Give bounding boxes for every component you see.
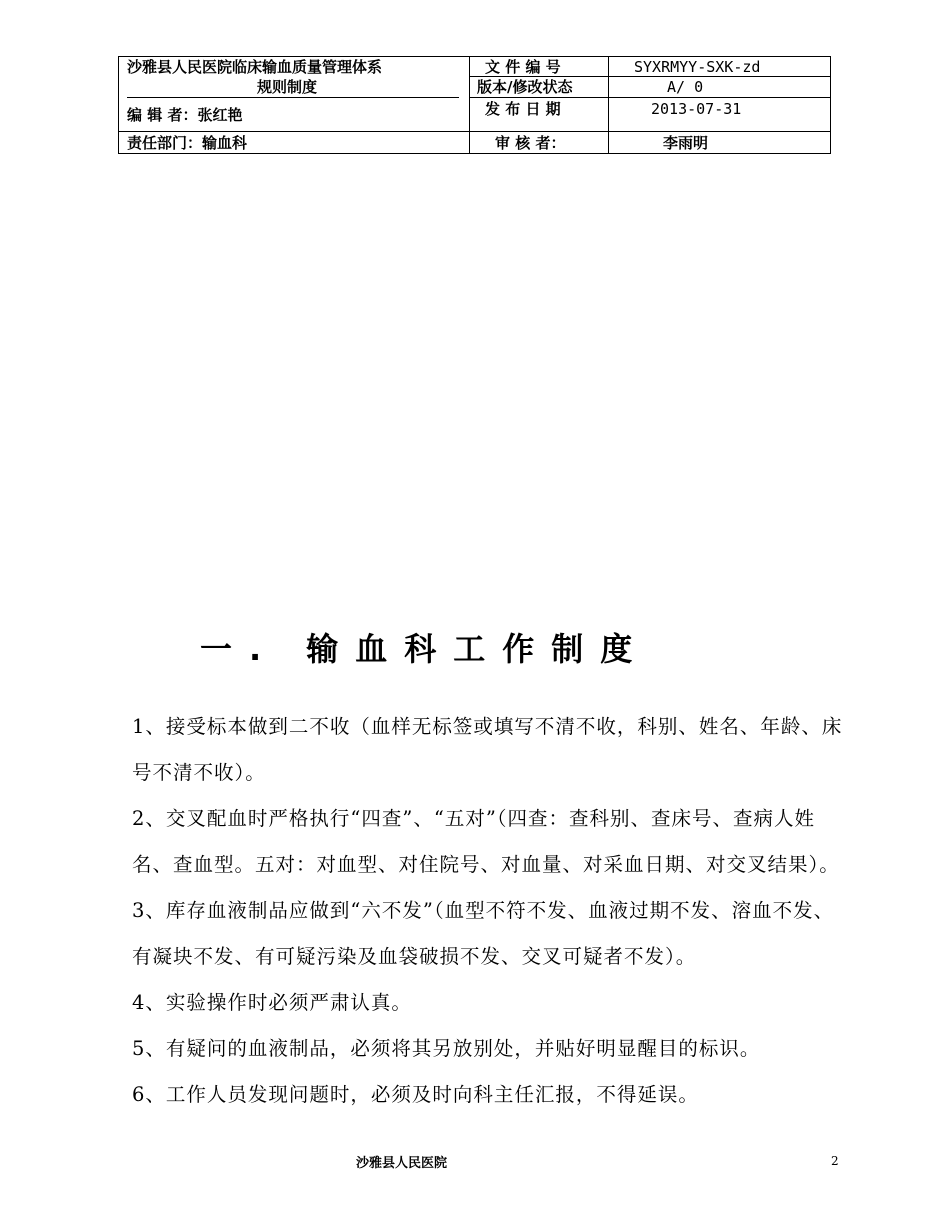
document-header-table [118,56,831,154]
header-row-line [119,131,469,132]
doc-number-label: 文 件 编 号 [485,58,561,76]
system-title: 沙雅县人民医院临床输血质量管理体系 [127,58,383,76]
header-row-line [469,131,830,132]
version-value: A/ 0 [667,78,704,96]
header-row-line [469,97,830,98]
rule-paragraph-3: 3、库存血液制品应做到“六不发”（血型不符不发、血液过期不发、溶血不发、有凝块不发、有可疑污染及血袋破损不发、交叉可疑者不发）。 [132,899,835,968]
header-divider [469,57,470,153]
reviewer-underline [615,153,821,154]
rule-paragraph-6: 6、工作人员发现问题时，必须及时向科主任汇报，不得延误。 [132,1083,699,1106]
page-number: 2 [831,1154,839,1168]
header-divider [608,57,609,153]
version-label: 版本/修改状态 [477,78,573,96]
header-row-line [469,76,830,77]
reviewer-label: 审 核 者： [495,134,566,152]
system-subtitle: 规则制度 [257,78,318,96]
responsible-department: 责任部门：输血科 [127,134,248,152]
editor: 编 辑 者：张红艳 [127,106,243,124]
rule-paragraph-5: 5、有疑问的血液制品，必须将其另放别处，并贴好明显醒目的标识。 [132,1037,761,1060]
header-underline [127,97,459,98]
footer-hospital-name: 沙雅县人民医院 [356,1156,448,1171]
rule-paragraph-4: 4、实验操作时必须严肃认真。 [132,991,412,1014]
release-date-value: 2013-07-31 [651,100,742,118]
section-title: 一. 输血科工作制度 [200,630,650,668]
release-date-label: 发 布 日 期 [485,100,561,118]
rule-paragraph-2: 2、交叉配血时严格执行“四查”、“五对”（四查：查科别、查床号、查病人姓名、查血型。五对：对血型、对住院号、对血量、对采血日期、对交叉结果）。 [132,807,840,876]
reviewer-value: 李雨明 [663,134,709,152]
doc-number-value: SYXRMYY-SXK-zd [634,58,761,76]
rule-paragraph-1: 1、接受标本做到二不收（血样无标签或填写不清不收，科别、姓名、年龄、床号不清不收）。 [132,715,843,784]
